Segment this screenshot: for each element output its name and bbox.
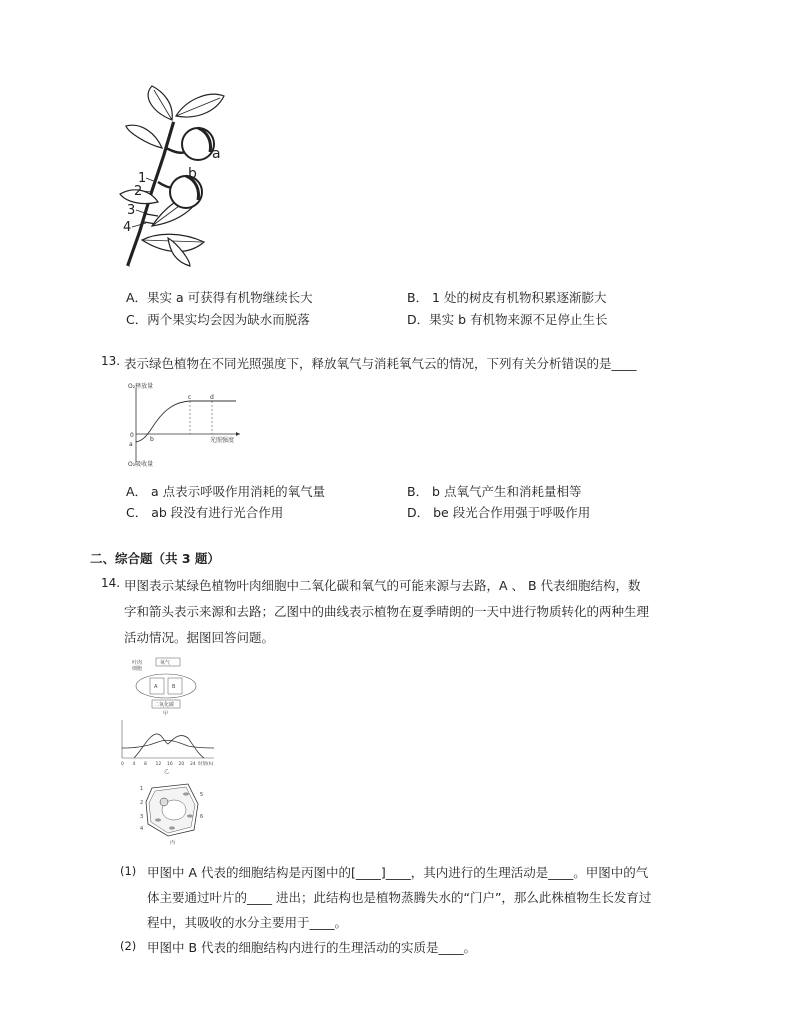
jia-leaf-label: 叶肉: [132, 660, 143, 666]
label-1: 1: [138, 171, 147, 186]
q13-graph: [124, 382, 244, 468]
bing-number-label: 1: [140, 786, 144, 792]
q13-option-d: D． be 段光合作用强于呼吸作用: [407, 505, 591, 520]
q13-option-c: C． ab 段没有进行光合作用: [126, 505, 284, 520]
section-title: 二、综合题（共 3 题）: [90, 551, 220, 566]
bing-number-label: 4: [140, 826, 144, 832]
label-3: 3: [127, 203, 136, 218]
bing-number-label: 6: [200, 814, 204, 820]
yi-unit: 时刻(h): [198, 762, 214, 767]
bing-nucleus: [160, 798, 168, 806]
yi-tick-label: 8: [144, 762, 147, 767]
q13-option-a: A． a 点表示呼吸作用消耗的氧气量: [126, 484, 326, 499]
fig-jia: [130, 656, 200, 716]
q12-option-c: C．两个果实均会因为缺水而脱落: [126, 312, 310, 327]
yi-tick-label: 4: [132, 762, 136, 767]
label-4: 4: [123, 220, 132, 235]
q14-number: 14.: [101, 576, 121, 590]
q14-stem-line1: 甲图表示某绿色植物叶肉细胞中二氧化碳和氧气的可能来源与去路，A 、 B 代表细胞结构，数: [124, 578, 641, 593]
jia-cell-label: 细胞: [132, 666, 143, 672]
graph-zero: 0: [130, 432, 134, 439]
fig-bing: [138, 780, 208, 846]
q13-stem: 表示绿色植物在不同光照强度下，释放氧气与消耗氧气云的情况，下列有关分析错误的是____: [124, 356, 637, 371]
q14-sub1-line3: 程中，其吸收的水分主要用于____。: [147, 915, 348, 930]
leaf: [176, 94, 224, 117]
graph-point-d: d: [210, 394, 214, 401]
q14-stem-line2: 字和箭头表示来源和去路；乙图中的曲线表示植物在夏季晴朗的一天中进行物质转化的两种生理: [124, 604, 650, 619]
yi-tick-label: 24: [190, 762, 196, 767]
q14-sub1-line2: 体主要通过叶片的____ 进出；此结构也是植物蒸腾失水的“门户”，那么此株植物生长发育过: [147, 890, 652, 905]
branch-figure: [112, 82, 242, 272]
q12-option-d: D．果实 b 有机物来源不足停止生长: [407, 312, 608, 327]
yi-tick-label: 12: [155, 762, 162, 767]
leaf: [126, 125, 162, 148]
graph-point-c: c: [188, 394, 192, 401]
graph-point-a: a: [129, 441, 133, 448]
label-2: 2: [134, 184, 143, 199]
q13-number: 13.: [101, 354, 121, 368]
label-b: b: [188, 166, 197, 182]
jia-B: B: [172, 684, 176, 690]
q13-option-b: B． b 点氧气产生和消耗量相等: [407, 484, 582, 499]
label-a: a: [212, 146, 221, 162]
graph-xlabel: 光照强度: [210, 437, 235, 444]
q14-sub1-line1: 甲图中 A 代表的细胞结构是丙图中的[____]____，其内进行的生理活动是____。甲图中的气: [147, 865, 649, 880]
bing-number-label: 3: [140, 814, 144, 820]
yi-tick-label: 16: [167, 762, 173, 767]
jia-A: A: [154, 684, 158, 690]
bing-caption: 丙: [170, 840, 176, 846]
graph-ylabel-bottom: O₂吸收量: [128, 461, 154, 468]
yi-tick-label: 20: [178, 762, 185, 767]
yi-caption: 乙: [164, 769, 170, 774]
bing-number-label: 5: [200, 792, 204, 798]
q12-option-b: B． 1 处的树皮有机物积累逐渐膨大: [407, 290, 607, 305]
q14-sub1-number: (1): [120, 864, 137, 878]
jia-caption: 甲: [163, 711, 169, 716]
yi-tick-label: 0: [121, 762, 124, 767]
fig-yi: [118, 718, 218, 774]
jia-co2: 二氧化碳: [154, 702, 175, 708]
bing-number-label: 2: [140, 800, 144, 806]
q14-sub2-line1: 甲图中 B 代表的细胞结构内进行的生理活动的实质是____。: [147, 940, 477, 955]
graph-ylabel-top: O₂释放量: [128, 383, 154, 390]
graph-point-b: b: [150, 436, 154, 443]
q14-sub2-number: (2): [120, 939, 137, 953]
jia-o2: 氧气: [160, 660, 171, 666]
q14-stem-line3: 活动情况。据图回答问题。: [124, 630, 275, 645]
q12-option-a: A．果实 a 可获得有机物继续长大: [126, 290, 313, 305]
